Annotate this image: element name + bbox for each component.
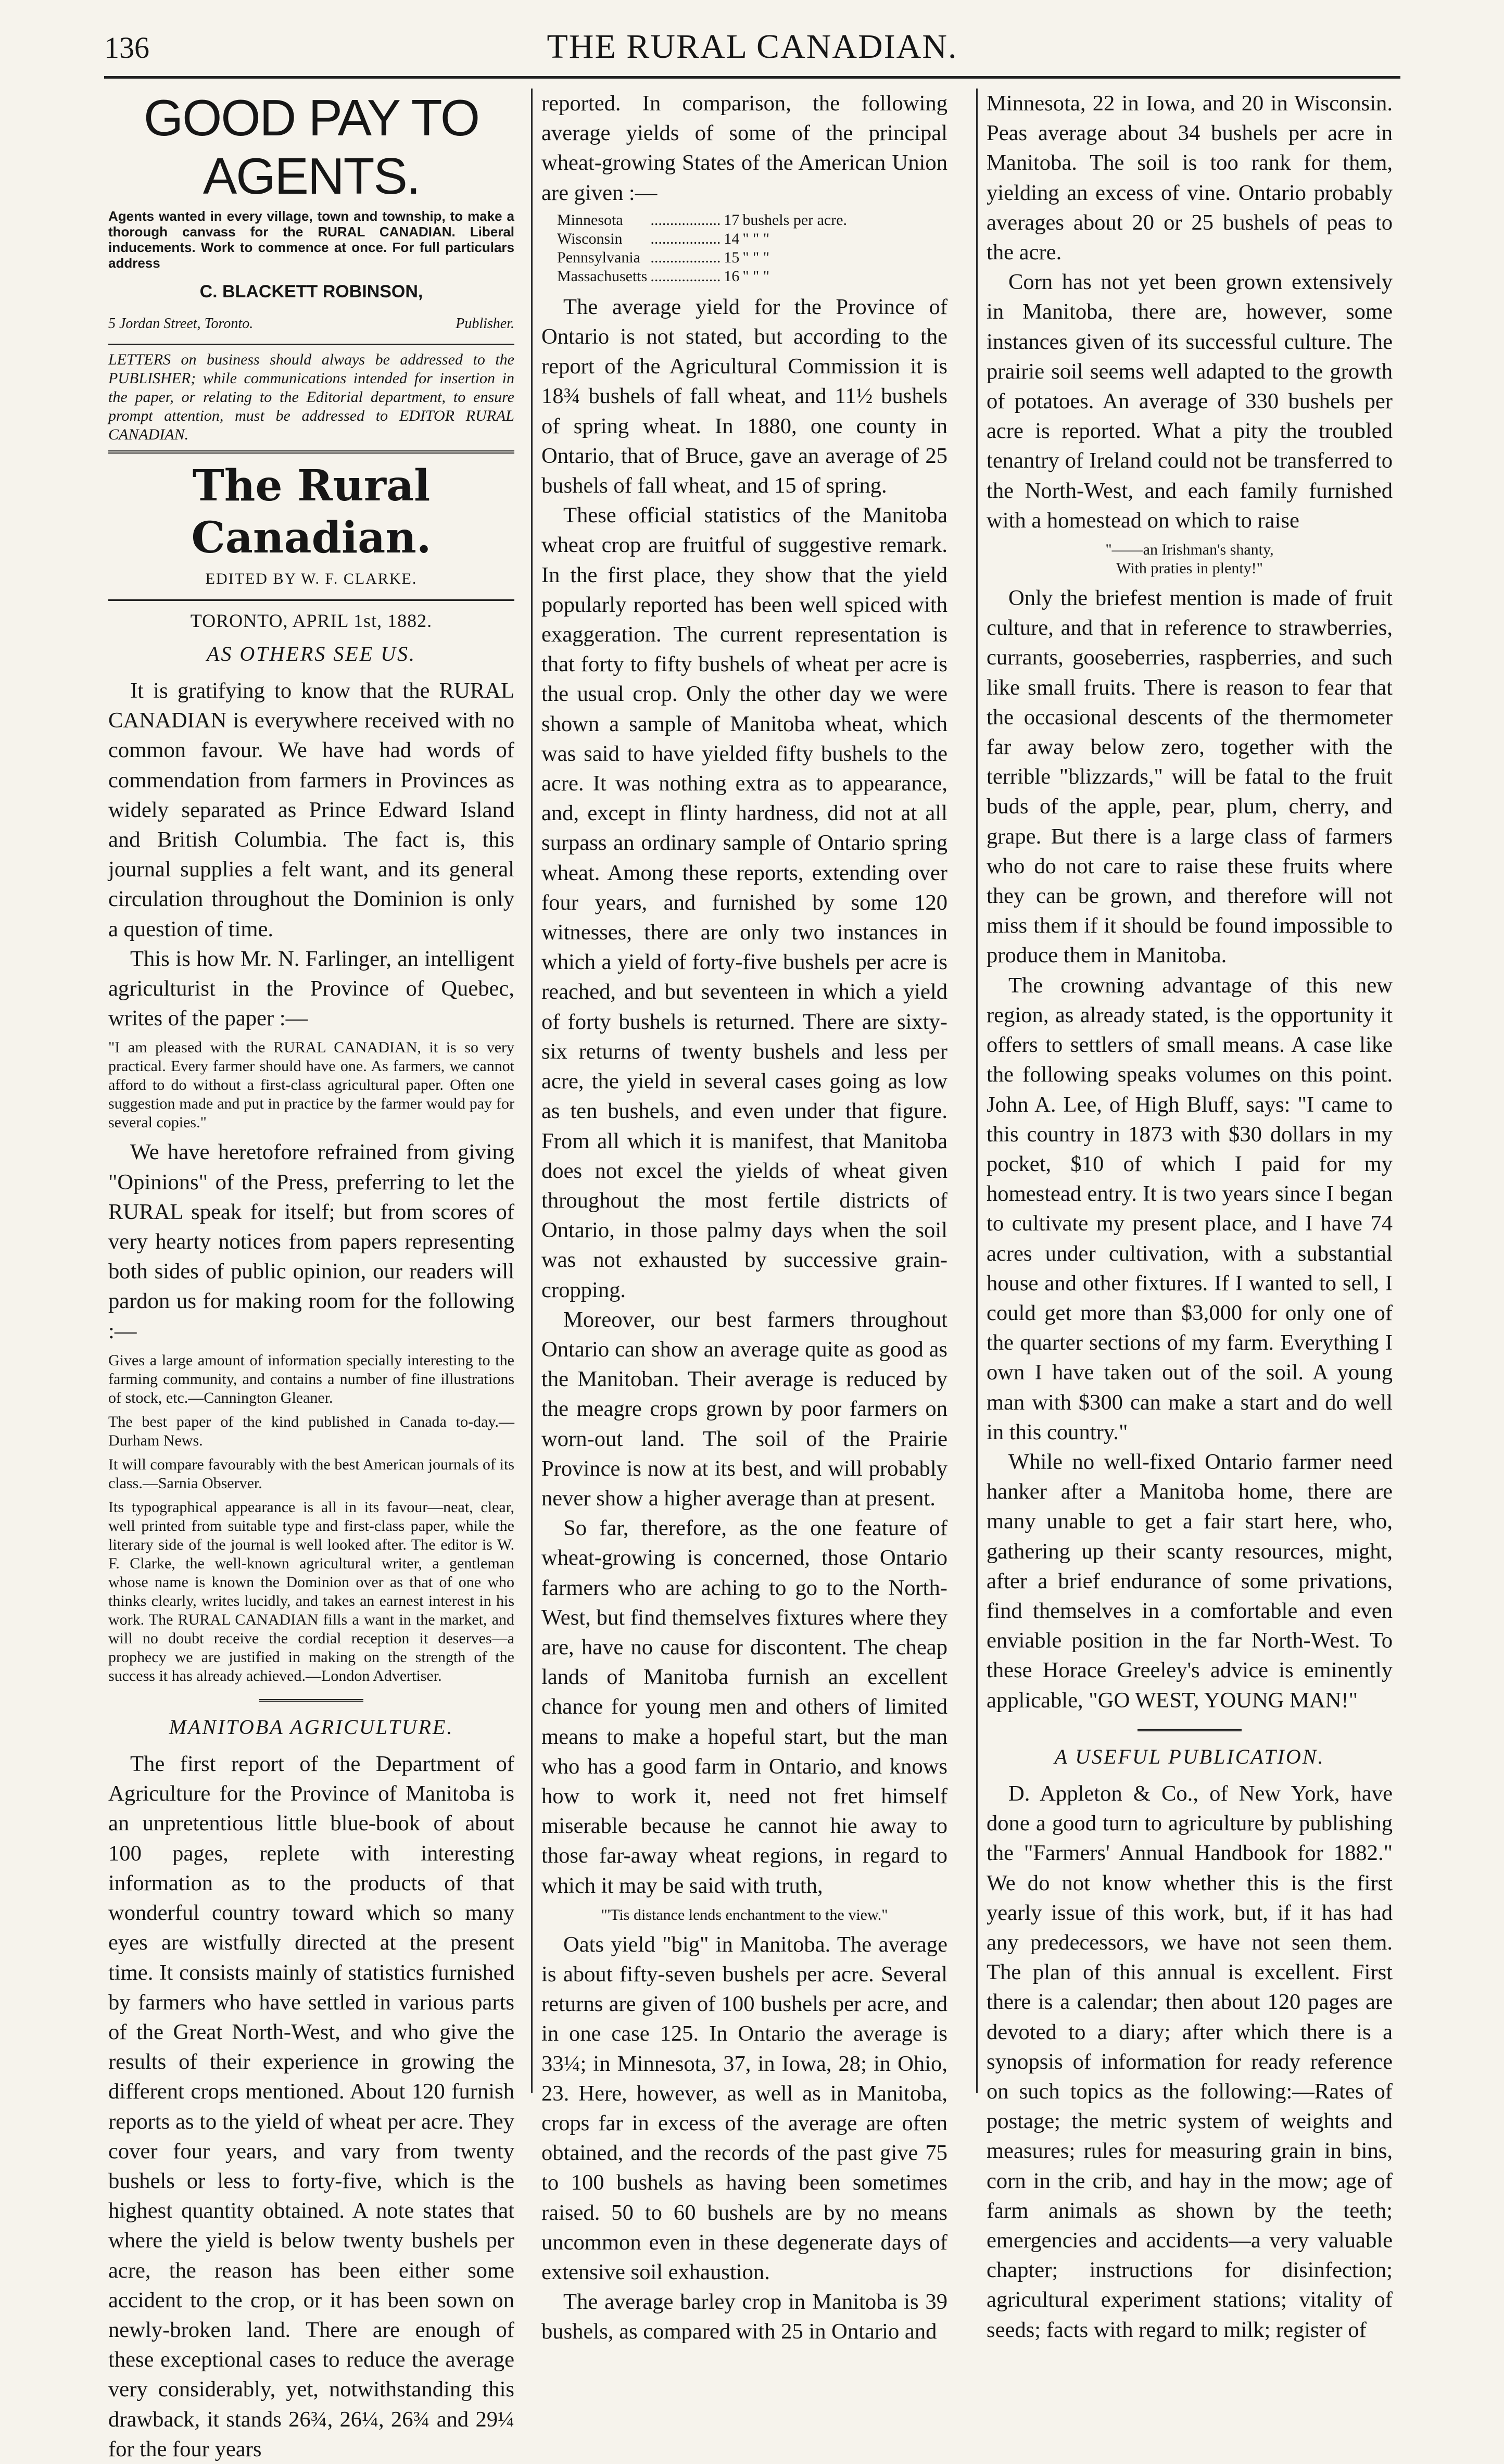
masthead-editor: EDITED BY W. F. CLARKE.	[205, 570, 418, 588]
page-header	[104, 20, 1400, 82]
press-notice: Its typographical appearance is all in its favour—neat, clear, well printed from suitable type and first-class paper, while the literary side of the journal is well looked after. The editor is W. F. Clarke, the well-known agricultural writer, a gentleman whose name is known the Dominion over as that of one who thinks clearly, writes lucidly, and takes an earnest interest in his work. The RURAL CANADIAN fills a want in the market, and will no doubt receive the cordial reception it deserves—a prophecy we are justified in making on the strength of the success it has already achieved.—London Advertiser.	[108, 1498, 514, 1684]
paragraph: So far, therefore, as the one feature of wheat-growing is concerned, those Ontario farmers who are aching to go to the North-West, but find themselves fixtures where they are, have no cause for discontent. The cheap lands of Manitoba furnish an excellent chance for young men and others of limited means to make a hopeful start, but the man who has a good farm in Ontario, and knows how to work it, need not fret himself miserable because he cannot hie away to those far-away wheat regions, in regard to which it may be said with truth,	[541, 1516, 947, 1898]
column-1	[108, 89, 514, 2461]
paragraph: We have heretofore refrained from giving "Opinions" of the Press, preferring to let the RURAL speak for itself; but from scores of very hearty notices from papers representing both sides of public opinion, our readers will pardon us for making room for the following :—	[108, 1140, 514, 1343]
advert-address-line	[108, 309, 514, 338]
state-cell: Wisconsin	[557, 230, 623, 247]
unit-cell: " " "	[742, 230, 770, 247]
column-divider	[976, 89, 978, 2093]
paragraph: It is gratifying to know that the RURAL CANADIAN is everywhere received with no common favour. We have had words of commendation from farmers in Provinces as widely separated as Prince Edward Island and British Columbia. The fact is, this journal supplies a felt want, and its general circulation throughout the Dominion is only a question of time.	[108, 678, 514, 941]
unit-cell: " " "	[742, 267, 770, 285]
section-heading: AS OTHERS SEE US.	[206, 642, 416, 665]
paragraph: These official statistics of the Manitoba wheat crop are fruitful of suggestive remark. In the first place, they show that the yield popularly reported has been well spiced with exaggeration. The current representation is that forty to fifty bushels of wheat per acre is the usual crop. Only the other day we were shown a sample of Manitoba wheat, which was said to have yielded fifty bushels to the acre. It was nothing extra as to appearance, and, except in flinty hardness, did not at all surpass an ordinary sample of Ontario spring wheat. Among these reports, extending over four years, and furnished by some 120 witnesses, there are only two instances in which a yield of forty-five bushels per acre is reached, and but seventeen in which a yield of forty bushels is returned. There are sixty-six returns of twenty bushels and less per acre, the yield in several cases going as low as ten bushels, and even under that figure. From all which it is manifest, that Manitoba does not excel the yields of wheat given throughout the most fertile districts of Ontario, in those palmy days when the soil was not exhausted by successive grain-cropping.	[541, 503, 947, 1302]
verse-line: With praties in plenty!"	[1116, 560, 1263, 577]
value-cell: 15	[724, 248, 740, 266]
unit-cell: bushels per acre.	[742, 211, 848, 229]
divider	[108, 450, 514, 454]
unit-cell: " " "	[742, 248, 770, 266]
press-notice: Gives a large amount of information specially interesting to the farming community, and contains a number of fine illustrations of stock, etc.—Cannington Gleaner.	[108, 1351, 514, 1406]
paragraph: The average yield for the Province of Ontario is not stated, but according to the report of the Agricultural Commission it is 18¾ bushels of fall wheat, and 11½ bushels of spring wheat. In 1880, one county in Ontario, that of Bruce, gave an average of 25 bushels of fall wheat, and 15 of spring.	[541, 294, 947, 498]
paragraph: Corn has not yet been grown extensively in Manitoba, there are, however, some instances given of its successful culture. The prairie soil seems well adapted to the growth of potatoes. An average of 330 bushels per acre is reported. What a pity the troubled tenantry of Ireland could not be transferred to the North-West, and each family furnished with a homestead on which to raise	[987, 270, 1393, 533]
section-divider	[259, 1699, 363, 1702]
paragraph: Oats yield "big" in Manitoba. The average is about fifty-seven bushels per acre. Several returns are given of 100 bushels per acre, and in one case 125. In Ontario the average is 33¼; in Minnesota, 37, in Iowa, 28; in Ohio, 23. Here, however, as well as in Manitoba, crops far in excess of the average are often obtained, and the records of the past give 75 to 100 bushels as having been sometimes raised. 50 to 60 bushels are by no means uncommon even in these degenerate days of extensive soil exhaustion.	[541, 1932, 947, 2285]
paragraph: Minnesota, 22 in Iowa, and 20 in Wisconsin. Peas average about 34 bushels per acre in Manitoba. The soil is too rank for them, yielding an excess of vine. Ontario probably averages about 20 or 25 bushels of peas to the acre.	[987, 91, 1393, 265]
letters-notice: LETTERS on business should always be addressed to the PUBLISHER; while communications intended for insertion in the paper, or relating to the Editorial department, to ensure prompt attention, must be addressed to EDITOR RURAL CANADIAN.	[108, 351, 514, 444]
table-row: Wisconsin .................. 14 " " "	[557, 230, 850, 248]
masthead-name: The Rural Canadian.	[191, 461, 432, 563]
table-row: Pennsylvania .................. 15 " " "	[557, 248, 850, 267]
paragraph: reported. In comparison, the following average yields of some of the principal wheat-growing States of the American Union are given :—	[541, 91, 947, 205]
quotation: "I am pleased with the RURAL CANADIAN, it is so very practical. Every farmer should have one. As farmers, we cannot afford to do without a first-class agricultural paper. Often one suggestion made and put in practice by the farmer would pay for several copies."	[108, 1039, 514, 1132]
state-cell: Minnesota	[557, 211, 623, 229]
advert-publisher-name: C. BLACKETT ROBINSON,	[199, 282, 423, 301]
header-rule	[104, 76, 1400, 79]
column-2	[541, 89, 947, 2344]
state-cell: Pennsylvania	[557, 248, 640, 266]
value-cell: 17	[724, 211, 740, 229]
section-heading: A USEFUL PUBLICATION.	[1054, 1744, 1325, 1768]
advert-role: Publisher.	[456, 316, 514, 332]
verse-line: "——an Irishman's shanty,	[1105, 541, 1274, 559]
state-cell: Massachusetts	[557, 267, 648, 285]
page-number: 136	[104, 31, 149, 65]
column-3	[987, 89, 1393, 2342]
table-row: Minnesota .................. 17 bushels per acre.	[557, 211, 850, 230]
table-row: Massachusetts .................. 16 " " "	[557, 267, 850, 286]
advert-body: Agents wanted in every village, town and township, to make a thorough canvass for the RURAL CANADIAN. Liberal inducements. Work to commence at once. For full particulars address	[108, 208, 514, 271]
paragraph: Only the briefest mention is made of fruit culture, and that in reference to strawberries, currants, gooseberries, raspberries, and such like small fruits. There is reason to fear that the occasional descents of the thermometer far away below zero, together with the terrible "blizzards," will be fatal to the fruit buds of the apple, pear, plum, cherry, and grape. But there is a large class of farmers who do not care to raise these fruits where they can be grown, and therefore will not miss them if it should be found impossible to produce them in Manitoba.	[987, 586, 1393, 968]
section-heading: MANITOBA AGRICULTURE.	[169, 1715, 454, 1739]
value-cell: 16	[724, 267, 740, 285]
verse-quotation	[987, 540, 1393, 578]
verse-quotation: "'Tis distance lends enchantment to the view."	[601, 1906, 888, 1924]
value-cell: 14	[724, 230, 740, 247]
divider	[108, 599, 514, 601]
press-notice: It will compare favourably with the best American journals of its class.—Sarnia Observer.	[108, 1455, 514, 1492]
paragraph: This is how Mr. N. Farlinger, an intelligent agriculturist in the Province of Quebec, writes of the paper :—	[108, 946, 514, 1031]
press-notice: The best paper of the kind published in Canada to-day.—Durham News.	[108, 1413, 514, 1449]
paragraph: The first report of the Department of Agriculture for the Province of Manitoba is an unpretentious little blue-book of about 100 pages, replete with interesting information as to the products of that wonderful country toward which so many eyes are wistfully directed at the present time. It consists mainly of statistics furnished by farmers who have settled in various parts of the Great North-West, and who give the results of their experience in growing the different crops mentioned. About 120 furnish reports as to the yield of wheat per acre. They cover four years, and vary from twenty bushels or less to forty-five, which is the highest quantity obtained. A note states that where the yield is below twenty bushels per acre, the reason has been either some accident to the crop, or it has been sown on newly-broken land. There are enough of these exceptional cases to reduce the average very considerably, yet, notwithstanding this drawback, it stands 26¾, 26¼, 26¾ and 29¼ for the four years	[108, 1752, 514, 2461]
section-divider	[1138, 1729, 1242, 1731]
advert-headline: GOOD PAY TO AGENTS.	[143, 89, 479, 205]
paragraph: The average barley crop in Manitoba is 39 bushels, as compared with 25 in Ontario and	[541, 2290, 947, 2344]
column-divider	[531, 89, 533, 2093]
newspaper-title: THE RURAL CANADIAN.	[547, 28, 958, 66]
paragraph: D. Appleton & Co., of New York, have done a good turn to agriculture by publishing the "Farmers' Annual Handbook for 1882." We do not know whether this is the first yearly issue of this work, but, if it has had any predecessors, we have not seen them. The plan of this annual is excellent. First there is a calendar; then about 120 pages are devoted to a diary; after which there is a synopsis of information for ready reference on such topics as the following:—Rates of postage; the metric system of weights and measures; rules for measuring grain in bins, corn in the crib, and hay in the mow; age of farm animals as shown by the teeth; emergencies and accidents—a very valuable chapter; instructions for disinfection; agricultural experiment stations; vitality of seeds; facts with regard to milk; register of	[987, 1781, 1393, 2342]
yields-table	[557, 211, 850, 286]
divider	[108, 344, 514, 345]
advert-address: 5 Jordan Street, Toronto.	[108, 316, 254, 332]
paragraph: The crowning advantage of this new region, as already stated, is the opportunity it offers to settlers of small means. A case like the following speaks volumes on this point. John A. Lee, of High Bluff, says: "I came to this country in 1873 with $30 dollars in my pocket, $10 of which I paid for my homestead entry. It is two years since I began to cultivate my present place, and I have 74 acres under cultivation, with a substantial house and other fixtures. If I wanted to sell, I could get more than $3,000 for only one of the quarter sections of my farm. Everything I own I have taken out of the soil. A young man with $300 can make a start and do well in this country."	[987, 973, 1393, 1444]
paragraph: Moreover, our best farmers throughout Ontario can show an average quite as good as the Manitoban. Their average is reduced by the meagre crops grown by poor farmers on worn-out land. The soil of the Prairie Province is now at its best, and will probably never show a higher average than at present.	[541, 1307, 947, 1511]
dateline: TORONTO, APRIL 1st, 1882.	[190, 610, 433, 631]
paragraph: While no well-fixed Ontario farmer need hanker after a Manitoba home, there are many unable to get a fair start here, who, gathering up their scanty resources, might, after a brief endurance of some privations, find themselves in a comfortable and even enviable position in the far North-West. To these Horace Greeley's advice is eminently applicable, "GO WEST, YOUNG MAN!"	[987, 1449, 1393, 1713]
